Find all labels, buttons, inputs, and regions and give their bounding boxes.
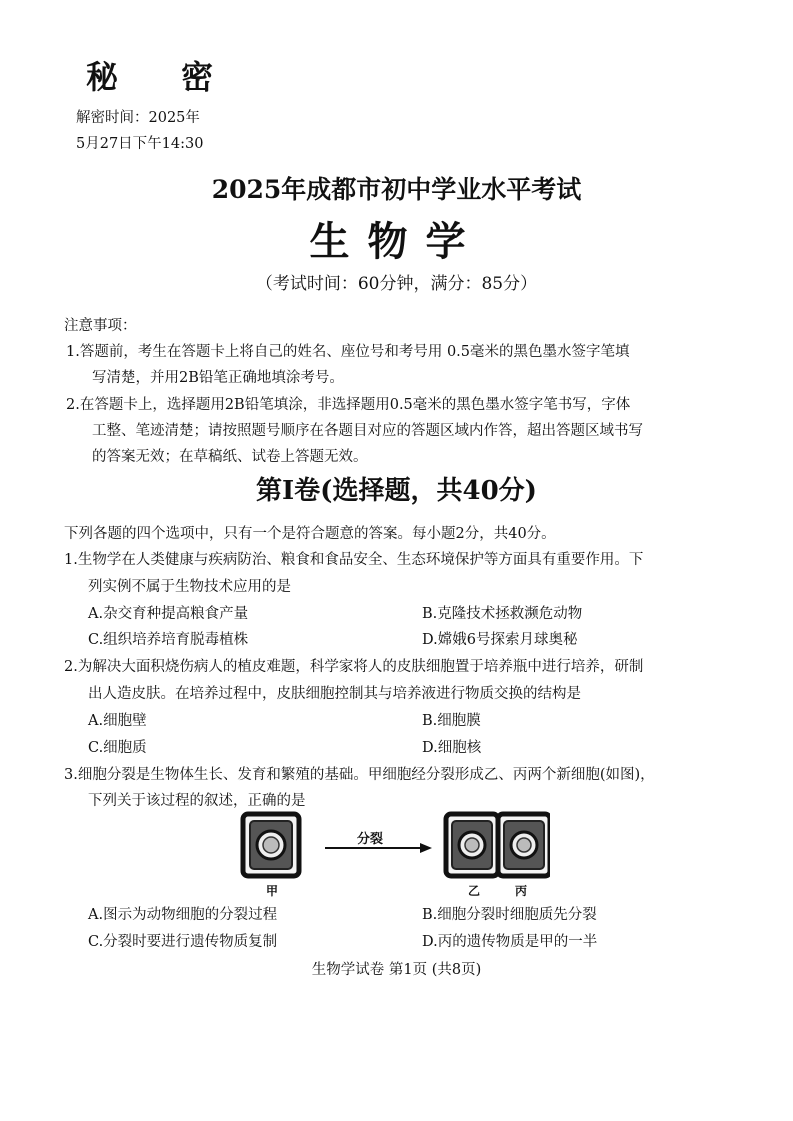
question-2-option-b: B.细胞膜 [422,713,481,729]
decrypt-time-line1: 解密时间：2025年 [76,110,200,126]
figure-label-jia: 甲 [266,884,279,898]
question-2-option-c: C.细胞质 [88,740,147,756]
cell-yi [446,814,498,876]
question-1-option-c: C.组织培养培育脱毒植株 [88,632,249,648]
note-item-2-line3: 的答案无效；在草稿纸、试卷上答题无效。 [92,449,368,465]
section-instruction: 下列各题的四个选项中，只有一个是符合题意的答案。每小题2分，共40分。 [64,526,556,542]
question-3-option-c: C.分裂时要进行遗传物质复制 [88,934,278,950]
question-3-option-d: D.丙的遗传物质是甲的一半 [422,934,598,950]
question-2-option-d: D.细胞核 [422,740,482,756]
question-1-stem-line2: 列实例不属于生物技术应用的是 [88,579,291,595]
note-item-1-line2: 写清楚，并用2B铅笔正确地填涂考号。 [92,370,344,386]
cell-bing [498,814,550,876]
question-1-stem-line1: 1.生物学在人类健康与疾病防治、粮食和食品安全、生态环境保护等方面具有重要作用。下 [64,552,644,568]
question-2-option-a: A.细胞壁 [88,713,147,729]
figure-label-bing: 丙 [515,884,528,898]
note-item-2-line2: 工整、笔迹清楚；请按照题号顺序在各题目对应的答题区域内作答，超出答题区域书写 [92,423,643,439]
secret-mark: 秘 密 [86,58,240,96]
question-3-option-b: B.细胞分裂时细胞质先分裂 [422,907,597,923]
note-item-2-line1: 2.在答题卡上，选择题用2B铅笔填涂，非选择题用0.5毫米的黑色墨水签字笔书写，字体 [66,397,631,413]
decrypt-time-line2: 5月27日下午14:30 [76,136,204,152]
figure-label-yi: 乙 [468,884,481,898]
question-1-option-a: A.杂交育种提高粮食产量 [88,606,249,622]
section-title: 第Ⅰ卷(选择题，共40分) [256,476,537,506]
subject-title: 生物学 [309,218,484,265]
question-1-option-b: B.克隆技术拯救濒危动物 [422,606,583,622]
question-2-stem-line1: 2.为解决大面积烧伤病人的植皮难题，科学家将人的皮肤细胞置于培养瓶中进行培养，研制 [64,659,644,675]
question-3-option-a: A.图示为动物细胞的分裂过程 [88,907,278,923]
question-2-stem-line2: 出人造皮肤。在培养过程中，皮肤细胞控制其与培养液进行物质交换的结构是 [88,686,581,702]
exam-title: 2025年成都市初中学业水平考试 [211,175,582,204]
cell-jia [243,814,299,876]
page-footer: 生物学试卷 第1页 (共8页) [311,962,482,978]
question-3-stem-line1: 3.细胞分裂是生物体生长、发育和繁殖的基础。甲细胞经分裂形成乙、丙两个新细胞(如图)， [64,767,655,783]
question-3-stem-line2: 下列关于该过程的叙述，正确的是 [88,793,306,809]
question-1-option-d: D.嫦娥6号探索月球奥秘 [422,632,578,648]
note-item-1-line1: 1.答题前，考生在答题卡上将自己的姓名、座位号和考号用 0.5毫米的黑色墨水签字笔填 [66,344,630,360]
figure-arrow-label: 分裂 [357,832,384,847]
exam-info: （考试时间：60分钟，满分：85分） [255,274,538,294]
notes-heading: 注意事项： [64,318,137,334]
